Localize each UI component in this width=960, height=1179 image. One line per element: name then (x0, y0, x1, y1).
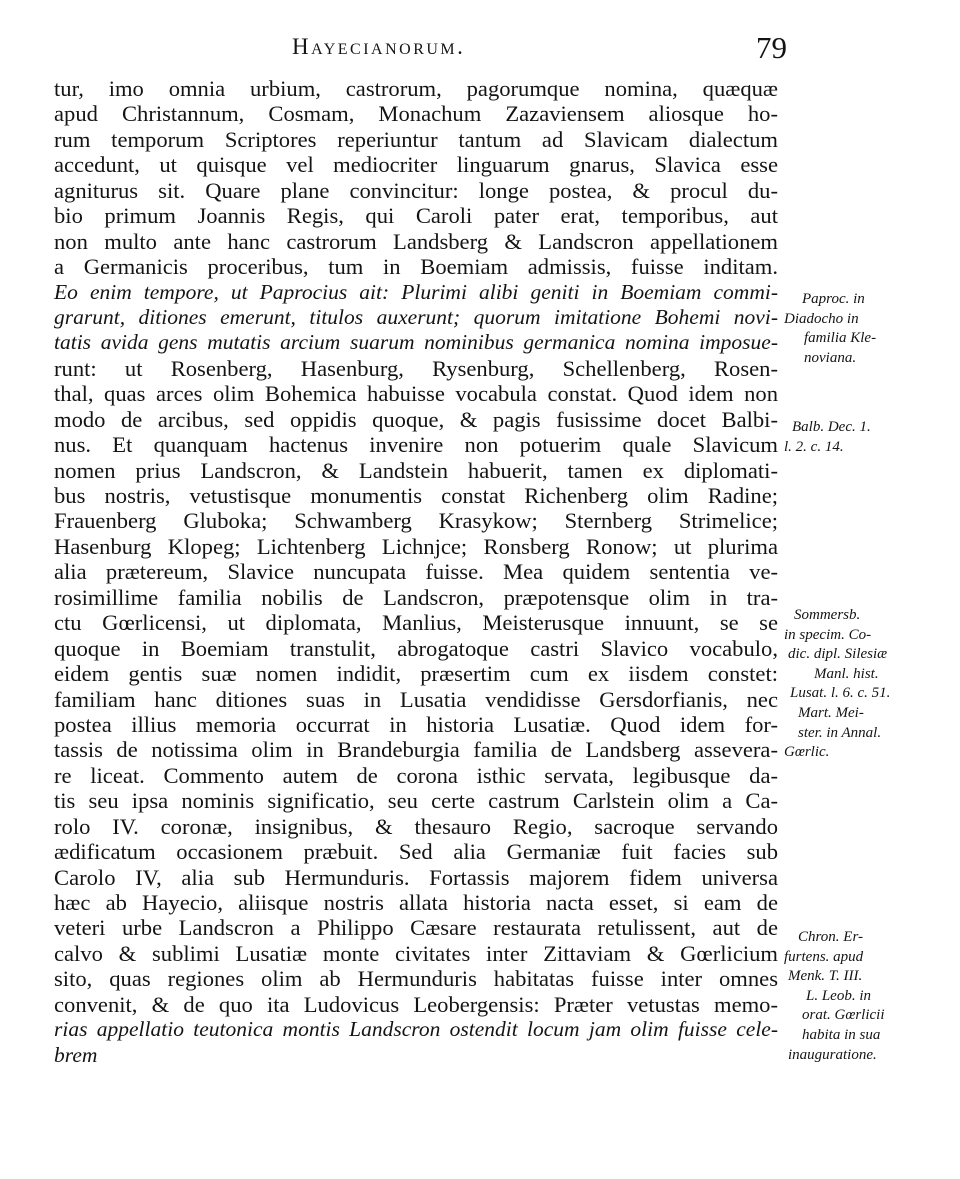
margin-note-line: familia Kle- (804, 330, 877, 347)
text-line: convenit, & de quo ita Ludovicus Leobergensis: Præter vetustas memo- (54, 991, 778, 1017)
text-line: non multo ante hanc castrorum Landsberg & Landscron appellationem (54, 228, 778, 254)
margin-note-line: Chron. Er- (798, 929, 863, 945)
text-line: Hasenburg Klopeg; Lichtenberg Lichnjce; Ronsberg Ronow; ut plurima (54, 533, 778, 559)
margin-note-line: Paproc. in (802, 291, 865, 307)
margin-note-line: Manl. hist. (814, 665, 879, 682)
text-line: tassis de notissima olim in Brandeburgia familia de Landsberg assevera- (54, 737, 778, 763)
text-line: tur, imo omnia urbium, castrorum, pagorumque nomina, quæquæ (54, 76, 778, 101)
text-line: sito, quas regiones olim ab Hermunduris habitatas fuisse inter omnes (54, 966, 778, 992)
margin-note-line: inauguratione. (788, 1046, 877, 1063)
quote-line: tatis avida gens mutatis arcium suarum nominibus germanica nomina imposue- (54, 330, 778, 355)
quote-line: Eo enim tempore, ut Paprocius ait: Plurimi alibi geniti in Boemiam commi- (54, 279, 778, 304)
body-text (54, 76, 778, 1068)
text-line: thal, quas arces olim Bohemica habuisse vocabula constat. Quod idem non (54, 381, 778, 407)
margin-note-line: L. Leob. in (806, 987, 872, 1004)
text-line: bio primum Joannis Regis, qui Caroli pater erat, temporibus, aut (54, 203, 778, 229)
margin-note-line: Lusat. l. 6. c. 51. (790, 685, 891, 702)
text-line: quoque in Boemiam transtulit, abrogatoque castri Slavico vocabulo, (54, 635, 778, 661)
text-line: nomen prius Landscron, & Landstein habuerit, tamen ex diplomati- (54, 457, 778, 483)
text-line: Carolo IV, alia sub Hermunduris. Fortassis majorem fidem universa (54, 864, 778, 890)
margin-note-line: ster. in Annal. (798, 724, 882, 741)
text-line: rolo IV. coronæ, insignibus, & thesauro Regio, sacroque servando (54, 813, 778, 839)
text-line: ædificatum occasionem præbuit. Sed alia Germaniæ fuit facies sub (54, 839, 778, 865)
margin-note-paprocius (784, 290, 876, 368)
margin-note-line: dic. dipl. Silesiæ (788, 646, 888, 663)
margin-note-line: Balb. Dec. 1. (792, 419, 871, 435)
margin-note-line: noviana. (804, 349, 857, 366)
text-line: ctu Gœrlicensi, ut diplomata, Manlius, Meisterusque innuunt, se se (54, 610, 778, 636)
margin-note-line: Sommersb. (794, 607, 861, 623)
text-line: calvo & sublimi Lusatiæ monte civitates inter Zittaviam & Gœrlicium (54, 940, 778, 966)
margin-note-line: orat. Gœrlicii (802, 1007, 885, 1024)
text-line: bus nostris, vetustisque monumentis constat Richenberg olim Radine; (54, 483, 778, 508)
text-line: nus. Et quanquam hactenus invenire non potuerim quale Slavicum (54, 432, 778, 458)
text-line: runt: ut Rosenberg, Hasenburg, Rysenburg, Schellenberg, Rosen- (54, 355, 778, 381)
margin-note-line: in specim. Co- (784, 626, 872, 643)
margin-note-line: Mart. Mei- (798, 704, 864, 721)
text-line: re liceat. Commento autem de corona isthic servata, legibusque da- (54, 762, 778, 788)
quote-line: grarunt, ditiones emerunt, titulos auxerunt; quorum imitatione Bohemi novi- (54, 304, 778, 329)
text-line: postea illius memoria occurrat in historia Lusatiæ. Quod idem for- (54, 711, 778, 737)
text-line: a Germanicis proceribus, tum in Boemiam admissis, fuisse inditam. (54, 254, 778, 280)
text-line: alia prætereum, Slavice nuncupata fuisse. Mea quidem sententia ve- (54, 559, 778, 585)
margin-note-line: Diadocho in (784, 310, 859, 327)
margin-note-line: l. 2. c. 14. (784, 438, 844, 455)
text-line: rum temporum Scriptores reperiuntur tantum ad Slavicam dialectum (54, 126, 778, 152)
page-number: 79 (756, 30, 787, 65)
margin-note-line: Menk. T. III. (788, 968, 863, 985)
page-header (0, 30, 960, 70)
margin-note-balbinus (784, 418, 871, 457)
text-line: veteri urbe Landscron a Philippo Cæsare restaurata retulissent, aut de (54, 915, 778, 941)
text-line: agniturus sit. Quare plane convincitur: longe postea, & procul du- (54, 177, 778, 203)
text-line: rosimillime familia nobilis de Landscron, præpotensque olim in tra- (54, 584, 778, 610)
text-line: accedunt, ut quisque vel mediocriter linguarum gnarus, Slavica esse (54, 152, 778, 178)
text-line: hæc ab Hayecio, aliisque nostris allata historia nacta esset, si eam de (54, 890, 778, 915)
text-line: Frauenberg Gluboka; Schwamberg Krasykow; Sternberg Strimelice; (54, 508, 778, 534)
text-line: apud Christannum, Cosmam, Monachum Zazaviensem aliosque ho- (54, 101, 778, 127)
text-line: tis seu ipsa nominis significatio, seu certe castrum Carlstein olim a Ca- (54, 788, 778, 814)
margin-note-line: habita in sua (802, 1026, 881, 1043)
text-line: familiam hanc ditiones suas in Lusatia vendidisse Gersdorfianis, nec (54, 686, 778, 712)
margin-note-line: furtens. apud (784, 948, 864, 965)
margin-note-chronicle (784, 928, 885, 1065)
margin-note-line: Gœrlic. (784, 744, 830, 761)
text-line: eidem gentis suæ nomen indidit, præsertim cum ex iisdem constet: (54, 661, 778, 687)
text-line: modo de arcibus, sed oppidis quoque, & pagis fusissime docet Balbi- (54, 406, 778, 432)
margin-note-sommersberg (784, 606, 890, 763)
running-title: Hayecianorum. (292, 34, 466, 59)
quote-line: brem (54, 1042, 98, 1067)
quote-line: rias appellatio teutonica montis Landscron ostendit locum jam olim fuisse cele- (54, 1017, 778, 1042)
